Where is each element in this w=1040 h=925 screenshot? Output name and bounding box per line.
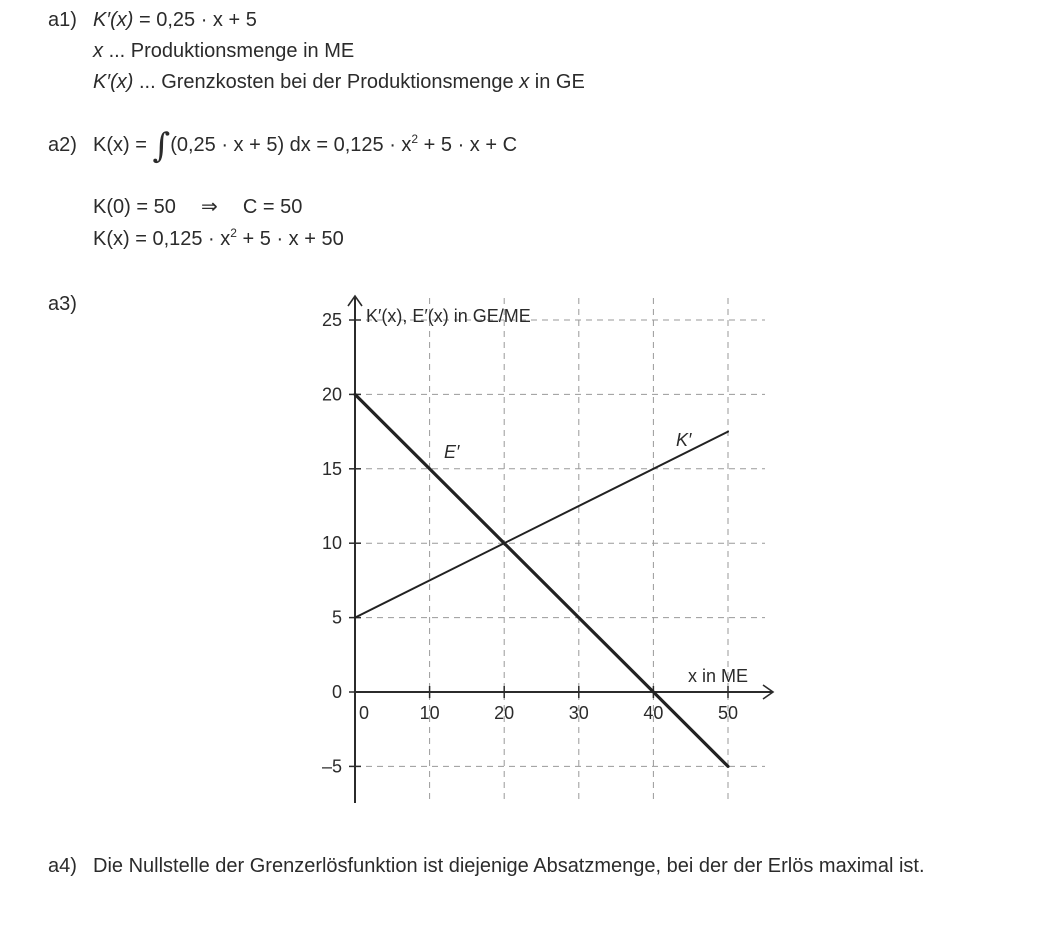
y-tick-label-0: 0 <box>331 682 342 702</box>
x-axis-label: x in ME <box>687 666 748 686</box>
integral-sign: ∫ <box>152 126 171 166</box>
a1-fn-desc-post: in GE <box>534 71 585 93</box>
series-line-K-prime <box>355 432 728 618</box>
x-tick-label-40: 40 <box>643 703 664 723</box>
x-tick-label-10: 10 <box>419 703 440 723</box>
y-tick-label-10: 10 <box>321 533 342 554</box>
y-tick-label-20: 20 <box>321 384 342 405</box>
label-a2: a2) <box>48 134 77 156</box>
a1-fn-name: K′(x) <box>93 9 134 31</box>
y-tick-label-5: 5 <box>331 607 342 628</box>
a1-fn-symbol: K′(x) <box>93 71 134 93</box>
a2-result-lhs: K(x) = 0,125 · x <box>93 228 231 250</box>
series-label-K-prime: K′ <box>676 430 692 450</box>
a1-fn-expr: = 0,25 · x + 5 <box>138 9 257 31</box>
a1-fn-desc-var: x <box>519 71 530 93</box>
series-label-E-prime: E′ <box>444 442 460 462</box>
y-tick-label--5: –5 <box>321 756 342 777</box>
a2-rest: + 5 · x + C <box>418 134 518 156</box>
label-a4: a4) <box>48 855 77 877</box>
series-line-E-prime <box>355 394 728 766</box>
label-a1: a1) <box>48 9 77 31</box>
x-tick-label-50: 50 <box>717 703 739 723</box>
a2-condition: K(0) = 50 <box>93 196 176 218</box>
y-tick-label-25: 25 <box>321 310 342 330</box>
x-tick-label-20: 20 <box>494 703 515 723</box>
a4-answer-text: Die Nullstelle der Grenzerlösfunktion ist diejenige Absatzmenge, bei der der Erlös maximal ist. <box>93 855 925 877</box>
implies-arrow: ⇒ <box>200 196 218 218</box>
a2-exp: 2 <box>411 132 419 146</box>
a1-var-symbol: x <box>93 40 103 62</box>
a1-var-desc: ... Produktionsmenge in ME <box>108 40 355 62</box>
y-axis-label: K′(x), E′(x) in GE/ME <box>366 306 531 326</box>
a2-lhs: K(x) = <box>93 134 147 156</box>
a2-result-rest: + 5 · x + 50 <box>236 228 344 250</box>
a1-fn-desc-pre: ... Grenzkosten bei der Produktionsmenge <box>138 71 514 93</box>
chart-grid <box>355 298 765 803</box>
chart-axes <box>348 296 773 803</box>
label-a3: a3) <box>48 293 77 315</box>
chart-series <box>355 394 728 766</box>
a2-constant: C = 50 <box>242 196 303 218</box>
x-tick-label-30: 30 <box>568 703 589 723</box>
a2-integrand: (0,25 · x + 5) dx = 0,125 · x <box>170 134 412 156</box>
a2-result-exp: 2 <box>230 226 237 240</box>
y-tick-label-15: 15 <box>321 458 342 479</box>
x-tick-label-0: 0 <box>358 703 370 723</box>
